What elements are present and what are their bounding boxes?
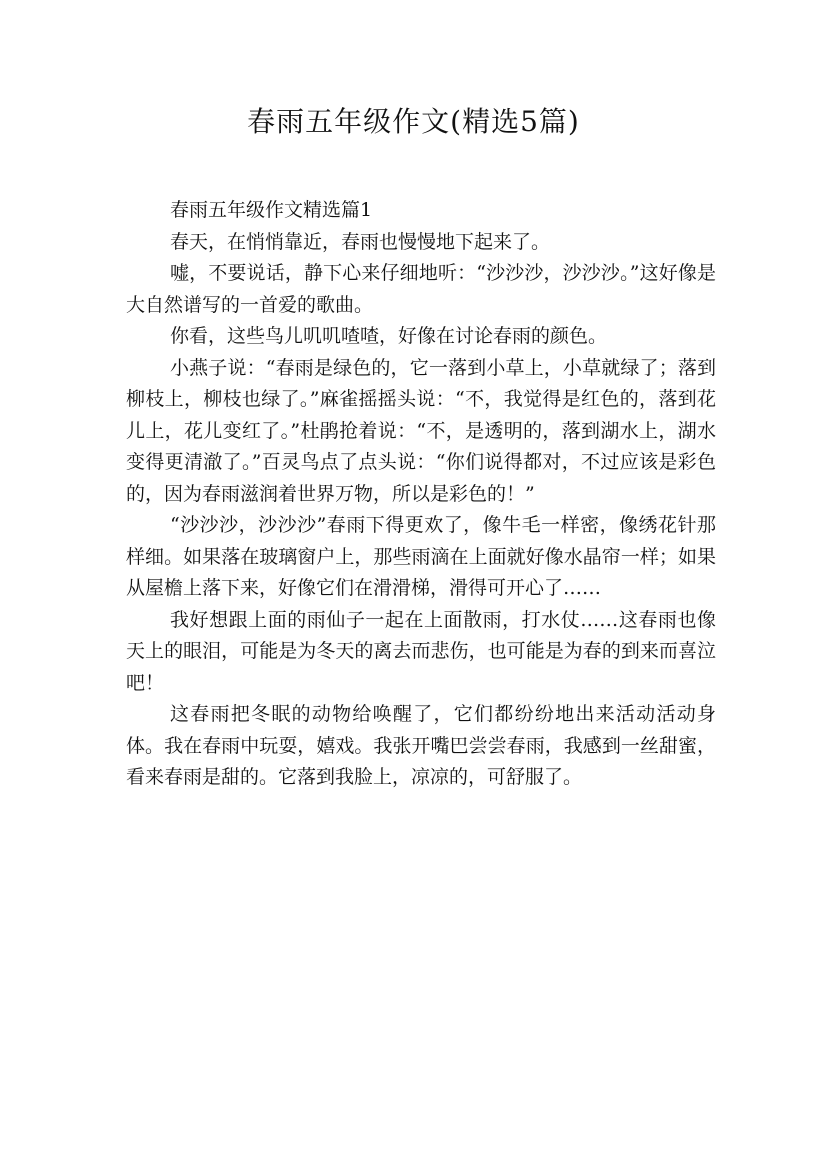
document-title: 春雨五年级作文(精选5篇)	[247, 105, 580, 138]
paragraph-5: “沙沙沙，沙沙沙”春雨下得更欢了，像牛毛一样密，像绣花针那样细。如果落在玻璃窗户上，那些雨滴在上面就好像水晶帘一样；如果从屋檐上落下来，好像它们在滑滑梯，滑得可开心了……	[126, 514, 716, 599]
section-heading: 春雨五年级作文精选篇1	[170, 199, 373, 221]
paragraph-6: 我好想跟上面的雨仙子一起在上面散雨，打水仗……这春雨也像天上的眼泪，可能是为冬天的离去而悲伤，也可能是为春的到来而喜泣吧！	[126, 608, 716, 694]
paragraph-2: 嘘，不要说话，静下心来仔细地听：“沙沙沙，沙沙沙。”这好像是大自然谱写的一首爱的歌曲。	[126, 262, 716, 316]
paragraph-7: 这春雨把冬眠的动物给唤醒了，它们都纷纷地出来活动活动身体。我在春雨中玩耍，嬉戏。我张开嘴巴尝尝春雨，我感到一丝甜蜜，看来春雨是甜的。它落到我脸上，凉凉的，可舒服了。	[126, 703, 716, 788]
paragraph-3: 你看，这些鸟儿叽叽喳喳，好像在讨论春雨的颜色。	[170, 325, 608, 347]
document-body	[126, 195, 716, 794]
paragraph-1: 春天，在悄悄靠近，春雨也慢慢地下起来了。	[170, 230, 551, 253]
paragraph-4: 小燕子说：“春雨是绿色的，它一落到小草上，小草就绿了；落到柳枝上，柳枝也绿了。”麻雀摇摇头说：“不，我觉得是红色的，落到花儿上，花儿变红了。”杜鹃抢着说：“不，是透明的，落到湖水上，湖水变得更清澈了。”百灵鸟点了点头说：“你们说得都对，不过应该是彩色的，因为春雨滋润着世界万物，所以是彩色的！”	[126, 356, 716, 505]
